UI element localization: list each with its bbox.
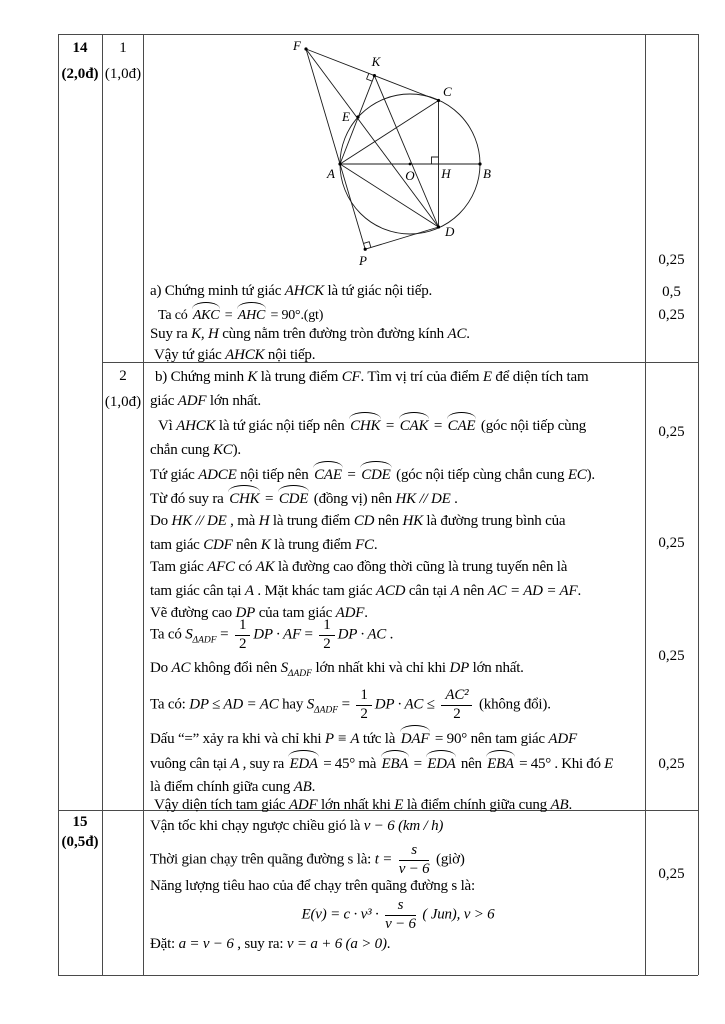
line-a2: Ta có AKC = AHC = 90°.(gt) (158, 304, 654, 326)
fraction: $\frac{1}{2}$ (235, 618, 250, 653)
line-b1: b) Chứng minh K là trung điểm CF. Tìm vị trí của điểm E để diện tích tam (155, 369, 589, 385)
label-C: C (443, 84, 452, 99)
point-F (304, 47, 307, 50)
angle-hat: CHK (348, 414, 382, 436)
right-angle-mark-H (432, 157, 439, 164)
point-E (356, 115, 359, 118)
line-b16: vuông cân tại A , suy ra EDA = 45° mà EBA = EDA nên EBA = 45° . Khi đó E (150, 752, 646, 774)
line-b14: Ta có: DP ≤ AD = AC hay $S_{\Delta ADF}$ = $\frac{1}{2}$ DP · AC ≤ $\frac{\text{AC²}}{2}$ (không đổi). (150, 687, 551, 722)
segment-AD (340, 164, 439, 227)
sub-question-2-score: (1,0đ) (104, 394, 142, 410)
line-b15: Dấu “=” xảy ra khi và chỉ khi P ≡ A tức là DAF = 90° nên tam giác ADF (150, 727, 646, 749)
point-A (338, 162, 341, 165)
label-F: F (293, 38, 301, 53)
line-q15-3: Năng lượng tiêu hao của để chạy trên quãng đường s là: (150, 878, 475, 894)
segment-DP (365, 227, 438, 249)
angle-hat: CAE (312, 463, 344, 485)
label-D: D (445, 224, 455, 239)
line-b5: Tứ giác ADCE nội tiếp nên CAE = CDE (góc nội tiếp cùng chắn cung EC). (150, 463, 646, 485)
table-border-right (698, 34, 699, 975)
fraction: $\frac{1}{2}$ (319, 618, 334, 653)
point-K (373, 74, 376, 77)
score-badge: 0,25 (658, 307, 685, 323)
score-badge: 0,25 (658, 252, 685, 268)
sub-question-1-number: 1 (119, 40, 127, 56)
line-a1: a) Chứng minh tứ giác AHCK là tứ giác nội tiếp. (150, 283, 433, 299)
line-a3: Suy ra K, H cùng nằm trên đường tròn đường kính AC. (150, 326, 470, 342)
segment-FD (306, 49, 439, 227)
line-a4: Vậy tứ giác AHCK nội tiếp. (154, 347, 316, 363)
point-B (478, 162, 481, 165)
line-b7: Do HK // DE , mà H là trung điểm CD nên HK là đường trung bình của (150, 513, 566, 529)
angle-hat: EDA (425, 752, 457, 774)
angle-hat: CDE (359, 463, 392, 485)
segment-KD (374, 76, 438, 227)
segment-FP (306, 49, 365, 249)
label-K: K (371, 54, 381, 69)
score-badge: 0,5 (662, 284, 681, 300)
table-border-bottom (58, 975, 698, 976)
question-15-number: 15 (72, 814, 88, 830)
score-badge: 0,25 (658, 424, 685, 440)
question-14-score: (2,0đ) (61, 66, 99, 82)
line-b4: chắn cung KC). (150, 442, 241, 458)
point-P (364, 248, 367, 251)
table-border-top (58, 34, 698, 35)
angle-hat: AHC (236, 304, 267, 326)
point-D (437, 225, 440, 228)
label-E: E (342, 109, 350, 124)
line-b8: tam giác CDF nên K là trung điểm FC. (150, 537, 378, 553)
line-q15-2: Thời gian chạy trên quãng đường s là: t = $\frac{s}{v - 6}$ (giờ) (150, 842, 465, 877)
angle-hat: EBA (380, 752, 411, 774)
fraction: $\frac{s}{v - 6}$ (398, 842, 430, 877)
score-badge: 0,25 (658, 866, 685, 882)
question-15-score: (0,5đ) (61, 834, 99, 850)
label-P: P (359, 253, 367, 268)
sub-question-2-cell (104, 366, 142, 412)
angle-hat: CDE (277, 487, 310, 509)
label-H: H (441, 166, 451, 181)
question-15-cell (56, 812, 104, 852)
col-divider-2 (143, 34, 144, 975)
line-q15-4: E(v) = c · v³ · $\frac{s}{v - 6}$ ( Jun), v > 6 (301, 897, 495, 932)
line-b6: Từ đó suy ra CHK = CDE (đồng vị) nên HK // DE . (150, 487, 646, 509)
score-badge: 0,25 (658, 535, 685, 551)
angle-hat: AKC (191, 304, 222, 326)
line-b12: Ta có $S_{\Delta ADF}$ = $\frac{1}{2}$ DP · AF = $\frac{1}{2}$ DP · AC . (150, 617, 394, 652)
line-b18: Vậy diện tích tam giác ADF lớn nhất khi E là điểm chính giữa cung AB. (154, 797, 573, 813)
line-b10: tam giác cân tại A . Mặt khác tam giác ACD cân tại A nên AC = AD = AF. (150, 583, 582, 599)
line-b11: Vẽ đường cao DP của tam giác ADF. (150, 605, 368, 621)
fraction: $\frac{s}{v - 6}$ (385, 897, 416, 932)
sub-question-1-cell (104, 38, 142, 84)
label-B: B (483, 166, 491, 181)
line-b17: là điểm chính giữa cung AB. (150, 779, 316, 795)
angle-hat: DAF (399, 727, 432, 749)
question-14-number: 14 (72, 40, 88, 56)
angle-hat: EBA (485, 752, 516, 774)
line-q15-1: Vận tốc khi chạy ngược chiều gió là v − 6 (km / h) (150, 818, 444, 834)
label-O: O (405, 168, 415, 183)
geometry-figure (268, 36, 516, 270)
line-b9: Tam giác AFC có AK là đường cao đồng thời cũng là trung tuyến nên là (150, 559, 568, 575)
angle-hat: CAE (446, 414, 478, 436)
sub-question-2-number: 2 (119, 368, 127, 384)
line-b13: Do AC không đổi nên $S_{\Delta ADF}$ lớn nhất khi và chỉ khi DP lớn nhất. (150, 660, 524, 679)
point-C (437, 99, 440, 102)
line-b3: Vì AHCK là tứ giác nội tiếp nên CHK = CAK = CAE (góc nội tiếp cùng (158, 414, 654, 436)
angle-hat: CHK (227, 487, 261, 509)
sub-question-1-score: (1,0đ) (104, 66, 142, 82)
angle-hat: EDA (287, 752, 319, 774)
fraction: $\frac{1}{2}$ (356, 688, 371, 723)
question-14-cell (56, 38, 104, 84)
angle-hat: CAK (398, 414, 431, 436)
point-O (409, 163, 412, 166)
line-q15-5: Đặt: a = v − 6 , suy ra: v = a + 6 (a > 0). (150, 936, 391, 952)
label-A: A (327, 166, 335, 181)
score-badge: 0,25 (658, 648, 685, 664)
score-badge: 0,25 (658, 756, 685, 772)
fraction: $\frac{\text{AC²}}{2}$ (441, 688, 472, 723)
line-b2: giác ADF lớn nhất. (150, 393, 261, 409)
